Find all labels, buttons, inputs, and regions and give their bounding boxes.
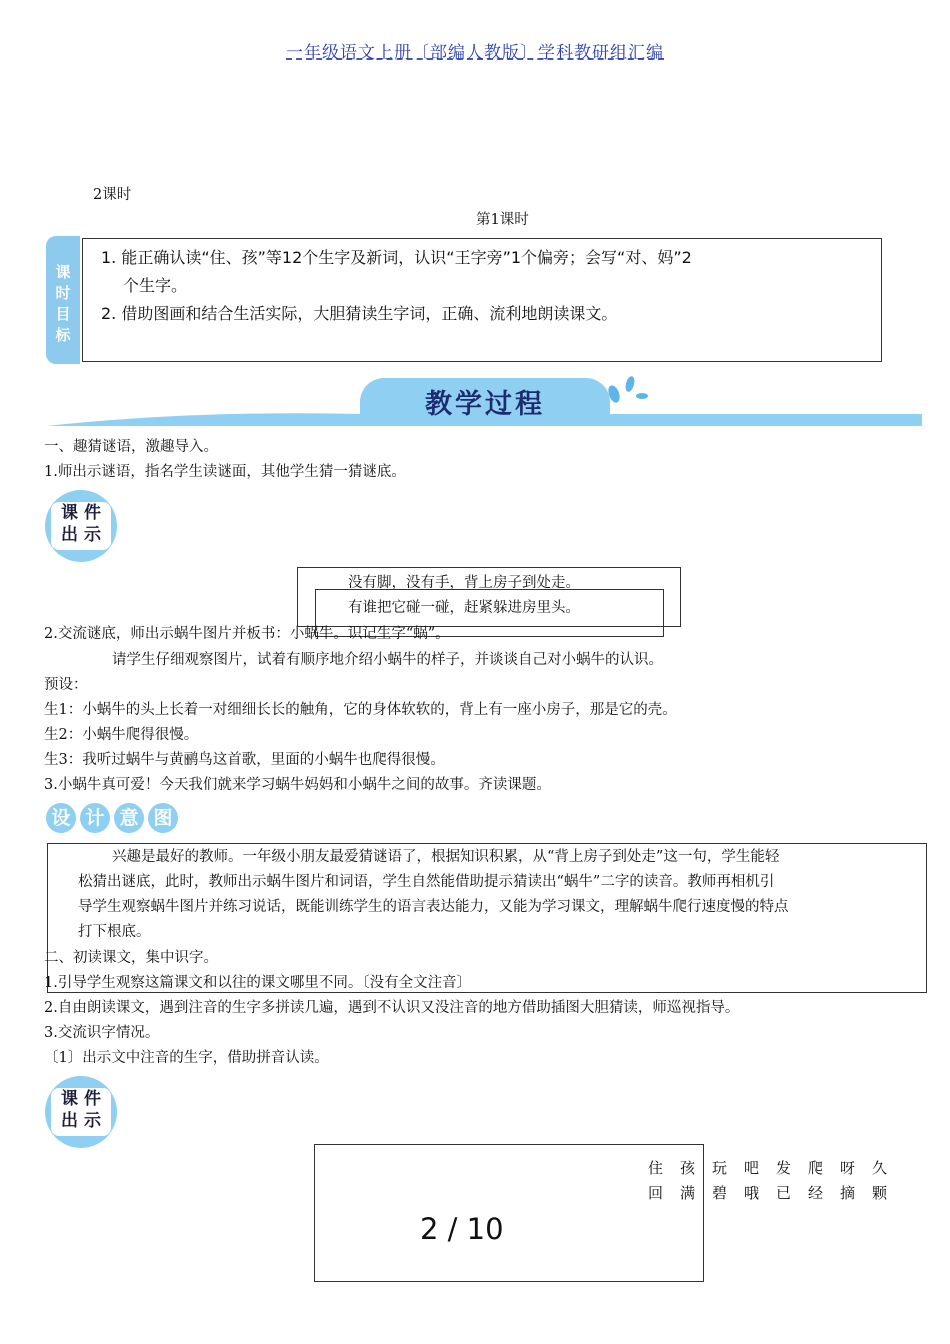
page-number: 2 / 10 xyxy=(420,1212,504,1246)
answer-line: 生2：小蜗牛爬得很慢。 xyxy=(44,727,199,743)
preset-label: 预设： xyxy=(44,677,88,693)
objectives-tab-char: 时 xyxy=(55,284,71,302)
objectives-tab-char: 标 xyxy=(55,326,71,344)
courseware-badge xyxy=(45,490,117,562)
courseware-badge-label xyxy=(51,1088,111,1136)
section2-heading: 二、初读课文，集中识字。 xyxy=(44,950,218,966)
document-header: 一年级语文上册〔部编人教版〕学科教研组汇编 xyxy=(286,43,664,63)
section2-step: 〔1〕出示文中注音的生字，借助拼音认读。 xyxy=(44,1050,329,1066)
section1-step1: 1.师出示谜语，指名学生读谜面，其他学生猜一猜谜底。 xyxy=(44,464,406,480)
design-badge-char: 图 xyxy=(148,803,178,833)
riddle-line: 有谁把它碰一碰，赶紧躲进房里头。 xyxy=(348,600,580,616)
section2-step: 1.引导学生观察这篇课文和以往的课文哪里不同。〔没有全文注音〕 xyxy=(44,975,472,991)
objectives-tab-char: 课 xyxy=(55,263,71,281)
character-box xyxy=(314,1144,704,1282)
section1-heading: 一、趣猜谜语，激趣导入。 xyxy=(44,439,218,455)
step2-detail: 请学生仔细观察图片，试着有顺序地介绍小蜗牛的样子，并谈谈自己对小蜗牛的认识。 xyxy=(112,652,663,668)
courseware-badge-line: 出 示 xyxy=(61,1111,101,1131)
step3-text: 3.小蜗牛真可爱！今天我们就来学习蜗牛妈妈和小蜗牛之间的故事。齐读课题。 xyxy=(44,777,551,793)
design-badge-char: 设 xyxy=(46,803,76,833)
objective-line: 2. 借助图画和结合生活实际，大胆猜读生字词，正确、流利地朗读课文。 xyxy=(101,304,618,323)
banner-title: 教学过程 xyxy=(425,389,545,420)
objectives-tab-char: 目 xyxy=(55,305,71,323)
design-text-line: 导学生观察蜗牛图片并练习说话，既能训练学生的语言表达能力，又能为学习课文，理解蜗牛爬行速度慢的特点 xyxy=(78,899,789,915)
courseware-badge-line: 出 示 xyxy=(61,525,101,545)
courseware-badge-label xyxy=(51,502,111,550)
character-row: 住孩玩吧发爬呀久 xyxy=(648,1159,905,1177)
lesson-title: 第1课时 xyxy=(476,212,529,228)
section2-step: 3.交流识字情况。 xyxy=(44,1025,160,1041)
objective-line: 1. 能正确认读“住、孩”等12个生字及新词，认识“王字旁”1个偏旁；会写“对、妈”2 xyxy=(101,248,692,267)
answer-line: 生1：小蜗牛的头上长着一对细细长长的触角，它的身体软软的，背上有一座小房子，那是它的壳。 xyxy=(44,702,677,718)
design-text-line: 松猜出谜底，此时，教师出示蜗牛图片和词语，学生自然能借助提示猜读出“蜗牛”二字的读音。教师再相机引 xyxy=(78,874,775,890)
step2-text: 2.交流谜底，师出示蜗牛图片并板书：小蜗牛。识记生字“蜗”。 xyxy=(44,626,450,642)
courseware-badge xyxy=(45,1076,117,1148)
answer-line: 生3：我听过蜗牛与黄鹂鸟这首歌，里面的小蜗牛也爬得很慢。 xyxy=(44,752,445,768)
periods-label: 2课时 xyxy=(93,187,132,203)
objectives-box xyxy=(82,238,882,362)
design-text-line: 打下根底。 xyxy=(78,924,151,940)
character-row: 回满碧哦已经摘颗 xyxy=(648,1184,905,1202)
section2-step: 2.自由朗读课文，遇到注音的生字多拼读几遍，遇到不认识又没注音的地方借助插图大胆猜读，师巡视指导。 xyxy=(44,1000,740,1016)
splash-icon xyxy=(604,374,650,408)
objectives-tab xyxy=(46,236,80,364)
design-text-line: 兴趣是最好的教师。一年级小朋友最爱猜谜语了，根据知识积累，从“背上房子到处走”这一句，学生能轻 xyxy=(112,849,780,865)
design-badge-char: 意 xyxy=(114,803,144,833)
design-badge-char: 计 xyxy=(80,803,110,833)
riddle-line: 没有脚，没有手，背上房子到处走。 xyxy=(348,575,580,591)
courseware-badge-line: 课 件 xyxy=(61,1089,101,1109)
courseware-badge-line: 课 件 xyxy=(61,503,101,523)
objective-line: 个生字。 xyxy=(123,276,188,295)
